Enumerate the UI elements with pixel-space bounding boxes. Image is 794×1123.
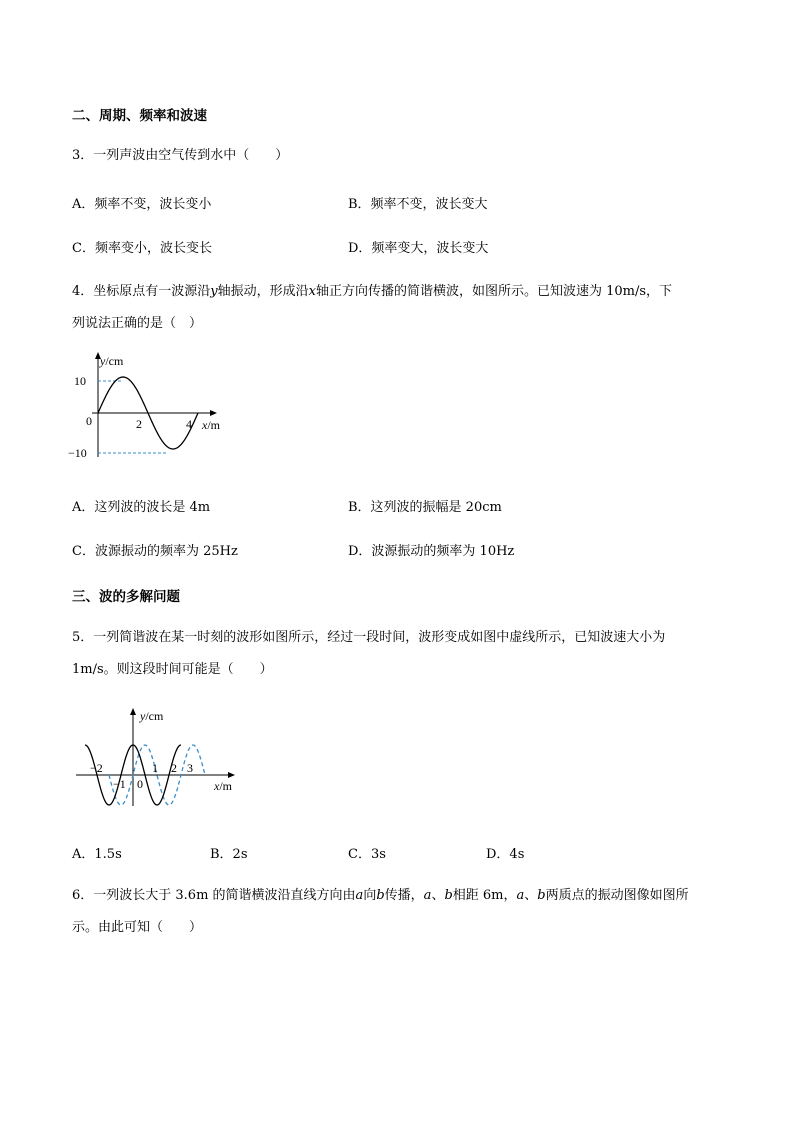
q6-point-a: a (355, 888, 364, 903)
q4-tick-10: 10 (74, 374, 86, 388)
q6-point-b-3: b (537, 888, 546, 903)
question-3-stem: 3．一列声波由空气传到水中（ ） (72, 148, 289, 163)
question-6-stem-line2: 示。由此可知（ ） (72, 920, 203, 935)
q5-tick-2: 2 (171, 761, 177, 775)
q6-point-a-3: a (516, 888, 525, 903)
q6-stem-part-b: 向 (363, 888, 377, 903)
q3-option-d: D．频率变大，波长变大 (348, 241, 489, 256)
q5-x-axis-label: x/m (214, 779, 232, 793)
q6-point-a-2: a (423, 888, 432, 903)
q5-y-axis-label: y/cm (140, 709, 164, 723)
question-5-stem-line2: 1m/s。则这段时间可能是（ ） (72, 662, 273, 677)
q4-tick-0: 0 (86, 414, 92, 428)
q6-stem-part-f: 、 (524, 888, 538, 903)
q4-option-a: A．这列波的波长是 4m (72, 500, 211, 515)
q5-y-axis-arrow (130, 708, 136, 715)
q5-wave-figure (70, 702, 250, 812)
question-6-stem-line1 (72, 886, 689, 906)
question-5-stem-line1: 5．一列简谐波在某一时刻的波形如图所示，经过一段时间，波形变成如图中虚线所示，已知波速大小为 (72, 630, 666, 645)
q5-tick-neg2: −2 (90, 761, 103, 775)
q6-stem-part-a: 6．一列波长大于 3.6m 的简谐横波沿直线方向由 (72, 888, 356, 903)
q3-option-a: A．频率不变，波长变小 (72, 197, 212, 212)
section-heading-period-frequency: 二、周期、频率和波速 (72, 108, 207, 124)
q6-point-b: b (376, 888, 385, 903)
q5-tick-3: 3 (187, 761, 193, 775)
q5-option-b: B．2s (210, 847, 248, 862)
section-heading-multi-solution: 三、波的多解问题 (72, 589, 180, 605)
q6-point-b-2: b (444, 888, 453, 903)
q3-option-c: C．频率变小，波长变长 (72, 241, 212, 256)
question-4-stem-line1 (72, 282, 672, 302)
q5-option-d: D．4s (486, 847, 525, 862)
q6-stem-part-c: 传播， (384, 888, 424, 903)
q4-tick-4: 4 (186, 417, 192, 431)
q5-x-axis-arrow (228, 772, 235, 778)
q4-tick-2: 2 (136, 417, 142, 431)
q6-stem-part-e: 相距 6m， (452, 888, 517, 903)
q4-stem-part-b: 轴振动，形成沿 (217, 284, 309, 299)
q4-option-b: B．这列波的振幅是 20cm (348, 500, 502, 515)
q4-x-axis-label: x/m (202, 418, 220, 432)
q4-x-variable: x (308, 284, 316, 299)
q3-option-b: B．频率不变，波长变大 (348, 197, 488, 212)
q4-tick-neg10: −10 (68, 446, 87, 460)
q5-tick-neg1: −1 (113, 777, 126, 791)
q5-option-c: C．3s (348, 847, 386, 862)
question-4-stem-line2: 列说法正确的是（ ） (72, 316, 203, 331)
q5-tick-0: 0 (137, 777, 143, 791)
q4-stem-part-c: 轴正方向传播的简谐横波，如图所示。已知波速为 10m/s，下 (316, 284, 673, 299)
q4-wave-figure (60, 345, 240, 470)
q4-y-variable: y (210, 284, 218, 299)
q5-option-a: A．1.5s (72, 847, 122, 862)
q4-option-d: D．波源振动的频率为 10Hz (348, 544, 515, 559)
q4-y-axis-label: y/cm (100, 354, 124, 368)
q5-tick-1: 1 (152, 761, 158, 775)
q6-stem-part-g: 两质点的振动图像如图所 (545, 888, 689, 903)
q4-option-c: C．波源振动的频率为 25Hz (72, 544, 238, 559)
q4-stem-part-a: 4．坐标原点有一波源沿 (72, 284, 211, 299)
q6-stem-part-d: 、 (431, 888, 445, 903)
q4-x-axis-arrow (210, 410, 217, 416)
